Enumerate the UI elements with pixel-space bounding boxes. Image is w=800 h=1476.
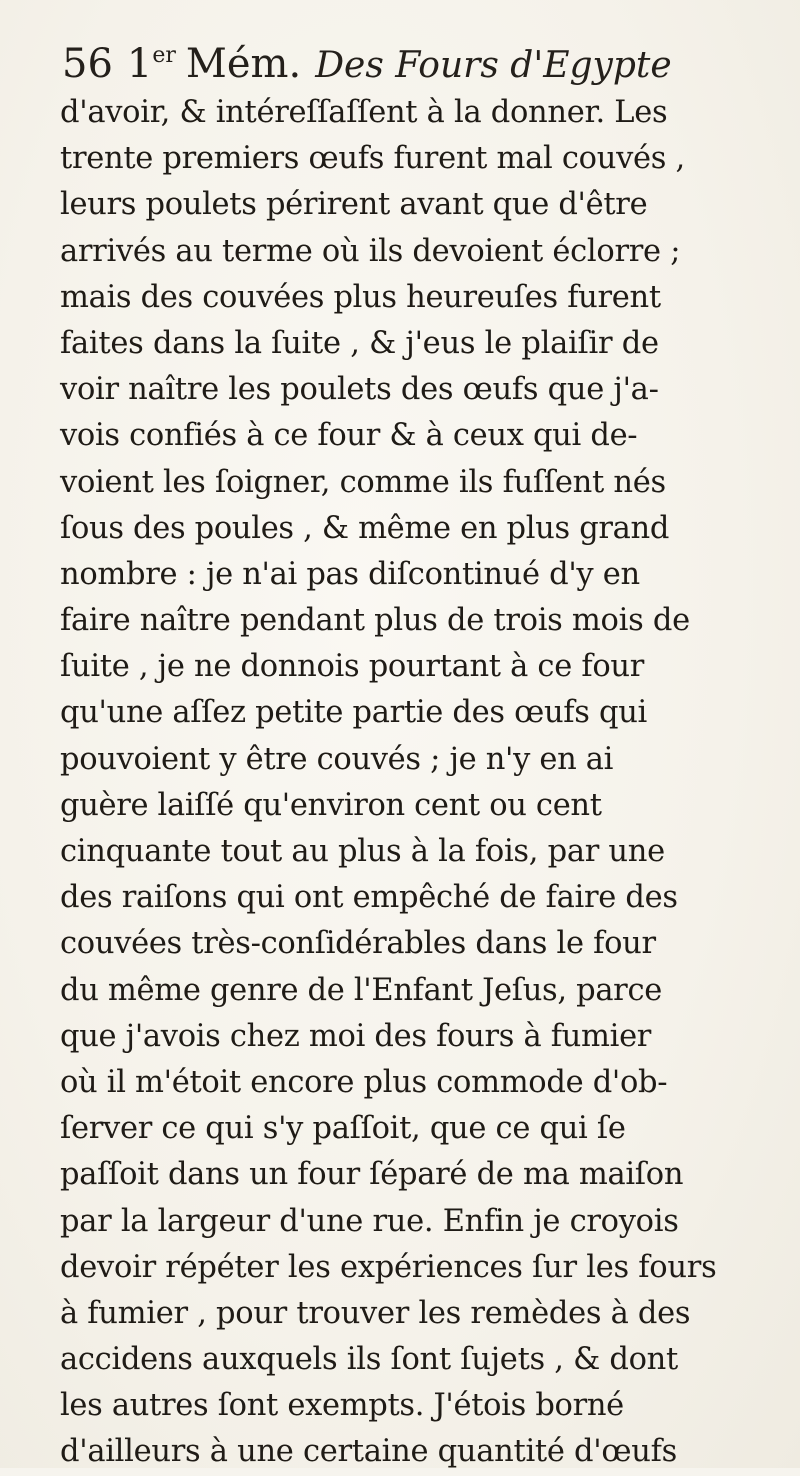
text-line: des raiſons qui ont empêché de faire des — [60, 880, 678, 916]
text-line: guère laiſſé qu'environ cent ou cent — [60, 787, 602, 823]
text-line: nombre : je n'ai pas diſcontinué d'y en — [60, 556, 640, 592]
text-line: voir naître les poulets des œufs que j'a- — [60, 372, 659, 408]
text-line: vois confiés à ce four & à ceux qui de- — [60, 418, 638, 454]
text-line: arrivés au terme où ils devoient éclorre ; — [60, 233, 681, 269]
text-line: faire naître pendant plus de trois mois de — [60, 603, 690, 639]
text-line: à fumier , pour trouver les remèdes à des — [60, 1295, 691, 1331]
text-line: devoir répéter les expériences ſur les fours — [60, 1249, 717, 1285]
text-line: les autres ſont exempts. J'étois borné — [60, 1388, 624, 1424]
text-line: du même genre de l'Enfant Jeſus, parce — [60, 972, 662, 1008]
running-title: Des Fours d'Egypte — [315, 45, 672, 86]
text-line: qu'une aſſez petite partie des œufs qui — [60, 695, 647, 731]
text-line: pouvoient y être couvés ; je n'y en ai — [60, 741, 614, 777]
text-line: cinquante tout au plus à la fois, par une — [60, 834, 665, 869]
text-line: par la largeur d'une rue. Enfin je croyois — [60, 1203, 679, 1239]
running-head — [62, 41, 672, 87]
text-line: couvées très-conſidérables dans le four — [60, 926, 656, 962]
text-line: d'ailleurs à une certaine quantité d'œufs — [60, 1434, 677, 1470]
text-line: faites dans la ſuite , & j'eus le plaiſir de — [60, 325, 659, 361]
page-number: 56 — [62, 41, 113, 87]
text-line: paſſoit dans un four ſéparé de ma maiſon — [60, 1157, 684, 1193]
text-line: ſous des poules , & même en plus grand — [60, 510, 670, 546]
text-line: ſuite , je ne donnois pourtant à ce four — [60, 649, 645, 685]
text-line: mais des couvées plus heureuſes furent — [60, 279, 661, 315]
memoir-label: Mém. — [185, 41, 302, 87]
text-line: leurs poulets périrent avant que d'être — [60, 187, 648, 223]
text-line: d'avoir, & intéreſſaſſent à la donner. Les — [60, 95, 668, 130]
text-line: voient les ſoigner, comme ils fuſſent nés — [60, 464, 666, 500]
body-text — [60, 90, 800, 1476]
text-line: que j'avois chez moi des fours à fumier — [60, 1018, 652, 1054]
text-line: accidens auxquels ils ſont ſujets , & dont — [60, 1342, 678, 1378]
text-line: où il m'étoit encore plus commode d'ob- — [60, 1064, 668, 1100]
text-line: trente premiers œufs furent mal couvés , — [60, 141, 685, 177]
memoir-ordinal-suffix: er — [152, 43, 176, 68]
text-line: ſerver ce qui s'y paſſoit, que ce qui ſe — [60, 1111, 626, 1147]
memoir-ordinal: 1 — [126, 41, 153, 87]
